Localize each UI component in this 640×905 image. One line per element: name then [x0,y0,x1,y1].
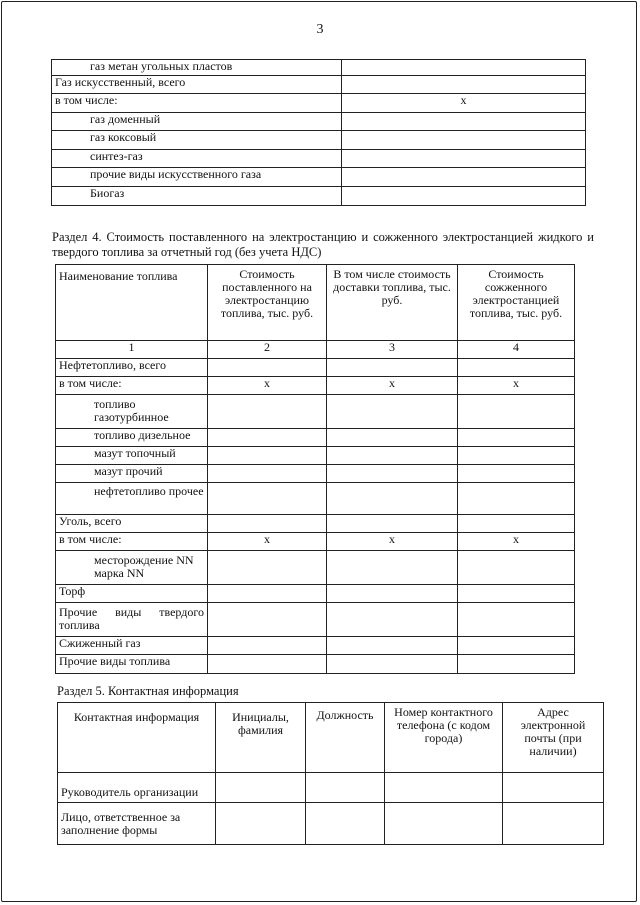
cell-value [208,637,327,655]
row-label: топливо газотурбинное [56,395,208,429]
table-row [56,377,575,395]
header-delivery-cost: В том числе стоимость доставки топлива, тыс. руб. [327,265,458,341]
header-phone: Номер контактного телефона (с кодом города) [385,703,503,773]
cell-value [327,359,458,377]
cell-value [208,447,327,465]
row-value: x [342,94,586,113]
position-field[interactable] [306,803,385,845]
table-row [56,395,575,429]
cell-value: x [458,533,575,551]
cell-value [458,395,575,429]
col-number: 3 [327,341,458,359]
cell-value [208,483,327,515]
cell-value [458,515,575,533]
cell-value [208,465,327,483]
cell-value [208,359,327,377]
cell-value: x [208,377,327,395]
cell-value [458,637,575,655]
cell-value [327,551,458,585]
table-row [52,94,586,113]
table-row [52,60,586,76]
row-label: в том числе: [52,94,342,113]
cell-value [208,603,327,637]
row-label: Прочие виды топлива [56,655,208,674]
cell-value [458,429,575,447]
cell-value [327,603,458,637]
row-value [342,131,586,150]
cell-value [458,551,575,585]
table-row [52,131,586,150]
cell-value [458,483,575,515]
page-number: 3 [316,22,324,37]
initials-field[interactable] [216,773,306,803]
cell-value [458,603,575,637]
table-row [56,637,575,655]
row-value [342,187,586,206]
row-label: газ доменный [52,113,342,131]
col-number: 4 [458,341,575,359]
row-value [342,60,586,76]
row-label: прочие виды искусственного газа [52,168,342,187]
row-label: газ коксовый [52,131,342,150]
phone-field[interactable] [385,773,503,803]
row-label: газ метан угольных пластов [52,60,342,76]
row-label: Нефтетопливо, всего [56,359,208,377]
table-row [56,603,575,637]
table-row [56,655,575,674]
row-label: в том числе: [56,377,208,395]
row-label: Уголь, всего [56,515,208,533]
cell-value [327,429,458,447]
cell-value [458,465,575,483]
cell-value [208,395,327,429]
row-value [342,76,586,94]
row-label: Торф [56,585,208,603]
header-initials: Инициалы, фамилия [216,703,306,773]
position-field[interactable] [306,773,385,803]
table-header-row [58,703,604,773]
cell-value: x [208,533,327,551]
table-row [56,429,575,447]
row-label: месторождение NN марка NN [56,551,208,585]
row-value [342,113,586,131]
cell-value [458,447,575,465]
cell-value: x [458,377,575,395]
cell-value [458,585,575,603]
header-position: Должность [306,703,385,773]
gas-table [51,59,586,206]
table-row [56,515,575,533]
cell-value [208,551,327,585]
row-label: Газ искусственный, всего [52,76,342,94]
cell-value: x [327,533,458,551]
cell-value [458,655,575,674]
table-row [56,533,575,551]
section5-heading: Раздел 5. Контактная информация [57,684,239,698]
table-row [52,168,586,187]
row-value [342,150,586,168]
cell-value [208,655,327,674]
header-fuel-name: Наименование топлива [56,265,208,341]
header-delivered-cost: Стоимость поставленного на электростанцию топлива, тыс. руб. [208,265,327,341]
phone-field[interactable] [385,803,503,845]
cell-value [208,515,327,533]
row-label: Лицо, ответственное за заполнение формы [58,803,216,845]
table-row [56,585,575,603]
col-number: 1 [56,341,208,359]
row-label: мазут топочный [56,447,208,465]
cell-value [327,395,458,429]
row-label: синтез-газ [52,150,342,168]
table-row [56,551,575,585]
row-label: мазут прочий [56,465,208,483]
cell-value [208,429,327,447]
cell-value [208,585,327,603]
table-row [58,803,604,845]
table-row [56,359,575,377]
cell-value: x [327,377,458,395]
row-label: Сжиженный газ [56,637,208,655]
row-value [342,168,586,187]
column-number-row [56,341,575,359]
col-number: 2 [208,341,327,359]
section4-heading: Раздел 4. Стоимость поставленного на электростанцию и сожженного электростанцией жидкого и твердого топлива за отчетный год (без учета НДС) [52,230,594,259]
table-row [52,187,586,206]
row-label: Биогаз [52,187,342,206]
cell-value [327,637,458,655]
row-label: Руководитель организации [58,773,216,803]
header-burned-cost: Стоимость сожженного электростанцией топлива, тыс. руб. [458,265,575,341]
cell-value [327,515,458,533]
table-row [52,76,586,94]
row-label: нефтетопливо прочее [56,483,208,515]
cell-value [458,359,575,377]
cell-value [327,655,458,674]
table-row [56,447,575,465]
table-row [56,465,575,483]
table-row [56,483,575,515]
table-row [58,773,604,803]
header-contact-info: Контактная информация [58,703,216,773]
table-row [52,113,586,131]
row-label: Прочие виды твердого топлива [56,603,208,637]
fuel-cost-table [55,264,575,674]
cell-value [327,483,458,515]
table-header-row [56,265,575,341]
email-field[interactable] [503,773,604,803]
email-field[interactable] [503,803,604,845]
initials-field[interactable] [216,803,306,845]
cell-value [327,447,458,465]
row-label: топливо дизельное [56,429,208,447]
table-row [52,150,586,168]
cell-value [327,465,458,483]
header-email: Адрес электронной почты (при наличии) [503,703,604,773]
cell-value [327,585,458,603]
row-label: в том числе: [56,533,208,551]
contact-table [57,702,604,845]
